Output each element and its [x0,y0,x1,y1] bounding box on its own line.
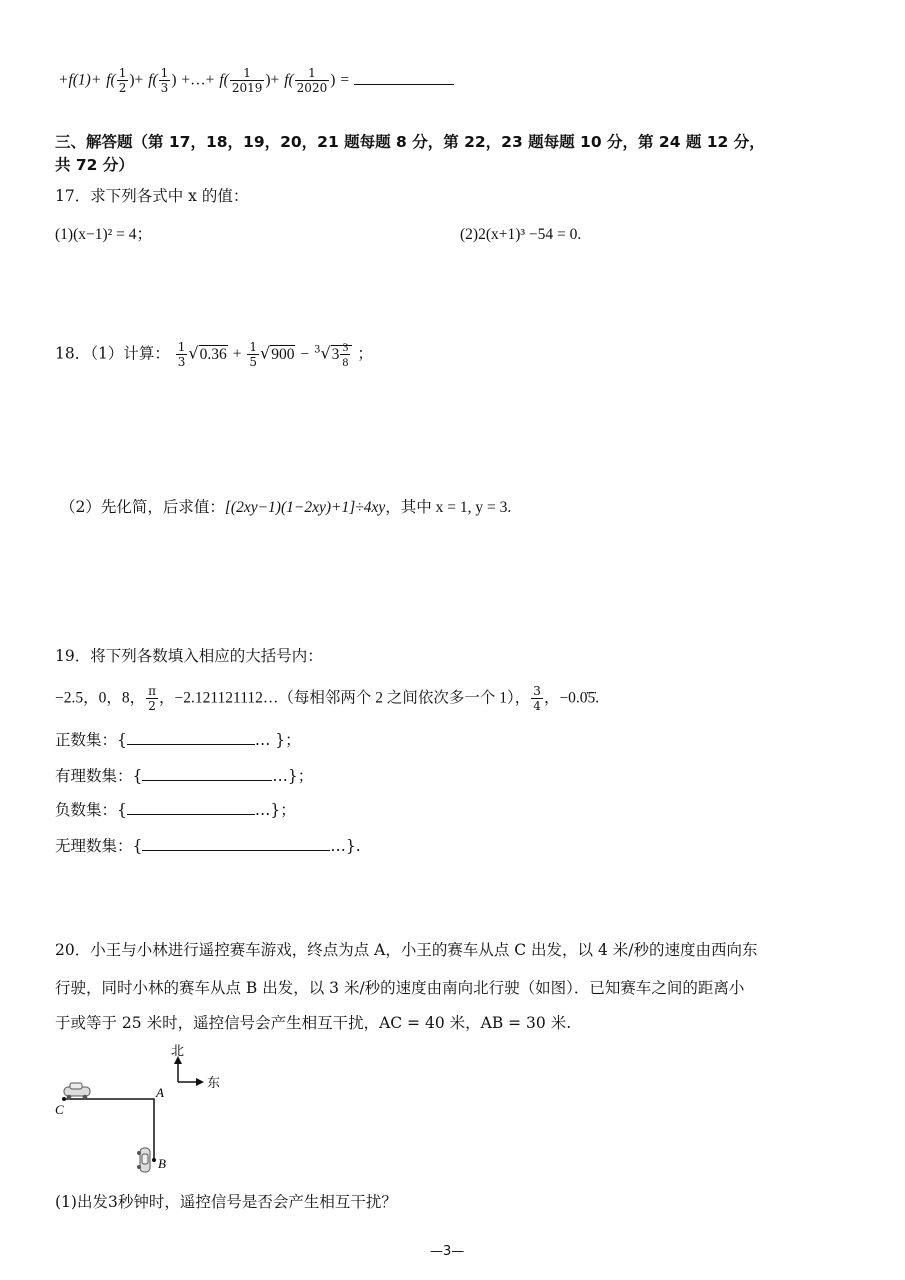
q16-expr-start: +f(1)+ [58,71,102,89]
point-a-label: A [156,1085,164,1100]
q19-irrational-blank[interactable] [142,836,330,851]
point-b-dot [152,1158,156,1162]
q18-part1: 18．（1）计算： $\frac{1}{3}$ √0.36 + $\frac{1}{5}$ √900 − $^3$√3 $\frac{3}{8}$ ； [55,340,373,370]
point-c-label: C [55,1102,64,1117]
q20-line3: 于或等于 25 米时，遥控信号会产生相互干扰，AC = 40 米，AB = 30 米. [55,1014,572,1032]
q17-stem: 17．求下列各式中 x 的值： [55,187,249,205]
q19-numbers: −2.5，0，8， $\frac{\pi}{2}$ ，−2.121121112…（每相邻两个 2 之间依次多一个 1）， $\frac{3}{4}$ ，−0.0̇5̇. [55,684,600,713]
q19-positive-blank[interactable] [127,730,255,745]
car-icon-c [64,1083,90,1099]
q19-set-negative: 负数集：{ …}； [55,801,296,819]
section-3-heading-line2: 共 72 分） [55,156,134,174]
north-label: 北 [171,1044,185,1059]
section-3-heading-line1: 三、解答题（第 17，18，19，20，21 题每题 8 分，第 22，23 题每题 10 分，第 24 题 12 分， [55,133,765,151]
q20-diagram [50,1040,250,1180]
q18-part2 [60,497,511,518]
q18-part1-label: 18．（1）计算： [55,344,170,363]
q16-answer-blank[interactable] [354,70,454,85]
q20-line2: 行驶，同时小林的赛车从点 B 出发，以 3 米/秒的速度由南向北行驶（如图）．已知赛车之间的距离小 [55,979,745,997]
q19-negative-blank[interactable] [127,800,255,815]
q19-set-positive: 正数集：{ … }； [55,731,301,749]
q20-line1: 20．小王与小林进行遥控赛车游戏，终点为点 A，小王的赛车从点 C 出发，以 4 米/秒的速度由西向东 [55,941,758,959]
q18-part2-expr: [(2xy−1)(1−2xy)+1]÷4xy [224,499,386,516]
q17-part2: (2)2(x+1)³ −54 = 0. [460,226,582,243]
q16-expression: +f(1)+ f( $\frac{1}{2}$ )+ f( $\frac{1}{3}$ ) +…+ f( $\frac{1}{2019}$ )+ f( $\frac{1}{2020}$ ) = [58,66,454,95]
q19-set-irrational: 无理数集：{ …}. [55,837,361,855]
q19-set-rational: 有理数集：{ …}； [55,767,314,785]
q18-part2-label: （2）先化简，后求值： [60,498,225,516]
east-label: 东 [207,1076,221,1091]
page-number: —3— [430,1244,465,1259]
q20-part1: (1)出发3秒钟时，遥控信号是否会产生相互干扰？ [55,1193,397,1211]
q19-rational-blank[interactable] [142,766,272,781]
q17-part1: (1)(x−1)² = 4； [55,226,153,243]
car-icon-b [137,1148,150,1172]
point-c-dot [62,1097,66,1101]
point-b-label: B [158,1156,166,1171]
q19-stem: 19．将下列各数填入相应的大括号内： [55,647,323,665]
compass [174,1056,204,1086]
q18-part2-tail: ，其中 x = 1, y = 3. [385,499,512,516]
